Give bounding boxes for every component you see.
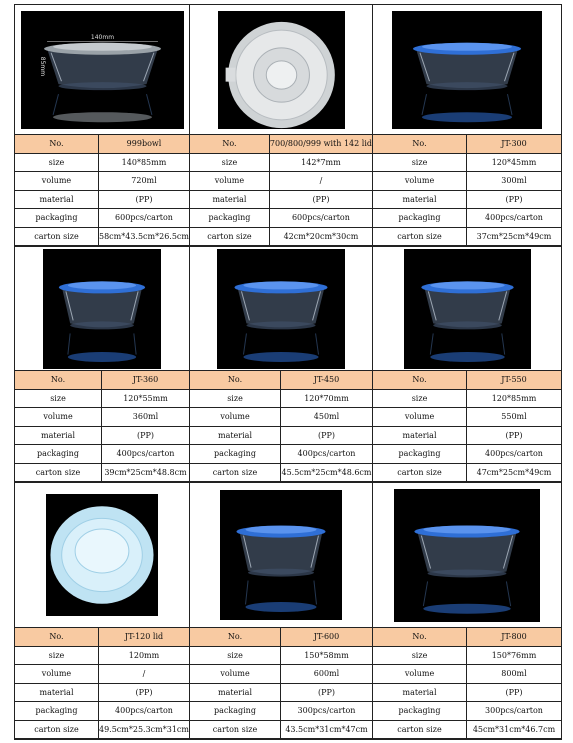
lid-photo-graphic — [46, 494, 158, 616]
spec-value-no: JT-600 — [281, 628, 372, 647]
spec-label-carton: carton size — [15, 464, 102, 483]
spec-value-size: 120*85mm — [467, 390, 561, 409]
spec-label-size: size — [190, 154, 270, 173]
footer-rule — [48, 738, 518, 739]
product-spec-table — [373, 628, 562, 740]
spec-value-no: JT-550 — [467, 371, 561, 390]
spec-value-carton: 37cm*25cm*49cm — [467, 228, 561, 247]
product-photo-cell — [190, 5, 373, 135]
spec-value-material: (PP) — [270, 191, 372, 210]
spec-value-carton: 43.5cm*31cm*47cm — [281, 721, 372, 740]
spec-label-volume: volume — [373, 408, 467, 427]
bowl-photo-graphic — [404, 249, 531, 369]
spec-label-packaging: packaging — [15, 445, 102, 464]
spec-value-no: JT-450 — [281, 371, 372, 390]
spec-value-volume: / — [270, 172, 372, 191]
spec-value-packaging: 600pcs/carton — [270, 209, 372, 228]
product-spec-table — [190, 371, 373, 483]
spec-value-carton: 45.5cm*25cm*48.6cm — [281, 464, 372, 483]
spec-label-material: material — [373, 427, 467, 446]
spec-label-size: size — [373, 647, 467, 666]
spec-label-material: material — [15, 427, 102, 446]
product-photo-cell — [190, 483, 373, 628]
spec-label-carton: carton size — [190, 464, 281, 483]
spec-label-no: No. — [373, 135, 467, 154]
product-spec-table — [190, 628, 373, 740]
spec-value-no: JT-360 — [102, 371, 189, 390]
spec-label-size: size — [15, 647, 99, 666]
spec-value-size: 150*58mm — [281, 647, 372, 666]
spec-value-size: 150*76mm — [467, 647, 561, 666]
spec-label-no: No. — [15, 371, 102, 390]
bowl-photo-graphic — [217, 249, 345, 369]
spec-value-packaging: 400pcs/carton — [467, 209, 561, 228]
spec-value-volume: 800ml — [467, 665, 561, 684]
spec-label-volume: volume — [190, 172, 270, 191]
spec-value-size: 142*7mm — [270, 154, 372, 173]
spec-label-packaging: packaging — [373, 209, 467, 228]
spec-label-size: size — [373, 154, 467, 173]
spec-value-carton: 42cm*20cm*30cm — [270, 228, 372, 247]
bowl-photo-graphic — [43, 249, 161, 369]
spec-label-no: No. — [190, 135, 270, 154]
spec-label-carton: carton size — [190, 721, 281, 740]
spec-label-no: No. — [373, 371, 467, 390]
spec-value-material: (PP) — [467, 191, 561, 210]
spec-value-no: JT-120 lid — [99, 628, 189, 647]
spec-label-packaging: packaging — [15, 702, 99, 721]
spec-value-material: (PP) — [102, 427, 189, 446]
spec-label-carton: carton size — [15, 721, 99, 740]
spec-label-material: material — [15, 684, 99, 703]
spec-label-volume: volume — [15, 408, 102, 427]
product-photo-cell — [190, 247, 373, 371]
spec-label-no: No. — [190, 371, 281, 390]
spec-value-packaging: 400pcs/carton — [467, 445, 561, 464]
bowl-photo-graphic — [394, 489, 540, 622]
height-dimension-label: 85mm — [38, 56, 46, 76]
spec-label-packaging: packaging — [373, 445, 467, 464]
spec-value-volume: 450ml — [281, 408, 372, 427]
spec-value-packaging: 400pcs/carton — [99, 702, 189, 721]
spec-label-carton: carton size — [373, 228, 467, 247]
spec-value-no: JT-800 — [467, 628, 561, 647]
width-dimension-label: 140mm — [90, 33, 114, 41]
spec-value-packaging: 400pcs/carton — [102, 445, 189, 464]
product-photo — [46, 494, 158, 616]
spec-value-material: (PP) — [99, 684, 189, 703]
spec-value-size: 120*70mm — [281, 390, 372, 409]
spec-label-material: material — [190, 427, 281, 446]
spec-value-no: JT-300 — [467, 135, 561, 154]
product-photo — [404, 249, 531, 369]
spec-label-packaging: packaging — [190, 702, 281, 721]
product-grid — [15, 5, 562, 740]
spec-value-size: 120mm — [99, 647, 189, 666]
product-photo-cell — [15, 5, 190, 135]
spec-label-no: No. — [190, 628, 281, 647]
spec-label-packaging: packaging — [190, 445, 281, 464]
spec-value-material: (PP) — [467, 684, 561, 703]
spec-label-no: No. — [373, 628, 467, 647]
product-spec-sheet — [14, 4, 562, 740]
spec-value-volume: / — [99, 665, 189, 684]
product-photo-cell — [373, 247, 562, 371]
product-photo — [394, 489, 540, 622]
spec-value-carton: 45cm*31cm*46.7cm — [467, 721, 561, 740]
spec-value-size: 120*45mm — [467, 154, 561, 173]
spec-label-material: material — [15, 191, 99, 210]
bowl-photo-graphic — [220, 490, 342, 620]
product-spec-table — [15, 135, 190, 247]
product-photo — [220, 490, 342, 620]
spec-label-carton: carton size — [190, 228, 270, 247]
spec-label-volume: volume — [190, 408, 281, 427]
spec-value-no: 999bowl — [99, 135, 189, 154]
lid-photo-graphic — [218, 11, 345, 129]
product-photo-cell — [373, 483, 562, 628]
product-spec-table — [373, 135, 562, 247]
spec-value-volume: 360ml — [102, 408, 189, 427]
spec-label-volume: volume — [190, 665, 281, 684]
spec-value-volume: 720ml — [99, 172, 189, 191]
spec-value-packaging: 400pcs/carton — [281, 445, 372, 464]
spec-label-volume: volume — [373, 172, 467, 191]
spec-value-no: 700/800/999 with 142 lid — [270, 135, 372, 154]
spec-value-packaging: 300pcs/carton — [281, 702, 372, 721]
product-photo — [43, 249, 161, 369]
spec-label-volume: volume — [15, 172, 99, 191]
spec-label-material: material — [190, 191, 270, 210]
product-photo — [21, 11, 184, 129]
spec-value-material: (PP) — [281, 427, 372, 446]
product-spec-table — [15, 371, 190, 483]
spec-label-size: size — [373, 390, 467, 409]
spec-value-packaging: 300pcs/carton — [467, 702, 561, 721]
spec-label-packaging: packaging — [15, 209, 99, 228]
spec-value-carton: 39cm*25cm*48.8cm — [102, 464, 189, 483]
spec-label-no: No. — [15, 135, 99, 154]
spec-label-size: size — [190, 390, 281, 409]
spec-value-carton: 58cm*43.5cm*26.5cm — [99, 228, 189, 247]
product-photo — [392, 11, 542, 129]
product-spec-table — [190, 135, 373, 247]
product-photo-cell — [15, 483, 190, 628]
product-photo-cell — [15, 247, 190, 371]
spec-label-material: material — [373, 191, 467, 210]
spec-label-no: No. — [15, 628, 99, 647]
spec-label-carton: carton size — [373, 464, 467, 483]
spec-label-volume: volume — [15, 665, 99, 684]
spec-value-volume: 550ml — [467, 408, 561, 427]
bowl-photo-graphic — [392, 11, 542, 129]
spec-value-volume: 600ml — [281, 665, 372, 684]
spec-value-carton: 49.5cm*25.3cm*31cm — [99, 721, 189, 740]
spec-value-size: 120*55mm — [102, 390, 189, 409]
spec-label-material: material — [190, 684, 281, 703]
spec-label-material: material — [373, 684, 467, 703]
product-photo — [218, 11, 345, 129]
spec-label-carton: carton size — [15, 228, 99, 247]
spec-label-packaging: packaging — [190, 209, 270, 228]
spec-value-material: (PP) — [467, 427, 561, 446]
spec-value-size: 140*85mm — [99, 154, 189, 173]
spec-label-packaging: packaging — [373, 702, 467, 721]
spec-value-volume: 300ml — [467, 172, 561, 191]
spec-value-packaging: 600pcs/carton — [99, 209, 189, 228]
spec-label-size: size — [15, 390, 102, 409]
spec-label-size: size — [15, 154, 99, 173]
spec-value-material: (PP) — [99, 191, 189, 210]
bowl-photo-graphic — [21, 11, 184, 129]
spec-value-carton: 47cm*25cm*49cm — [467, 464, 561, 483]
spec-label-size: size — [190, 647, 281, 666]
product-photo — [217, 249, 345, 369]
product-spec-table — [373, 371, 562, 483]
product-photo-cell — [373, 5, 562, 135]
spec-label-volume: volume — [373, 665, 467, 684]
product-spec-table — [15, 628, 190, 740]
spec-label-carton: carton size — [373, 721, 467, 740]
spec-value-material: (PP) — [281, 684, 372, 703]
